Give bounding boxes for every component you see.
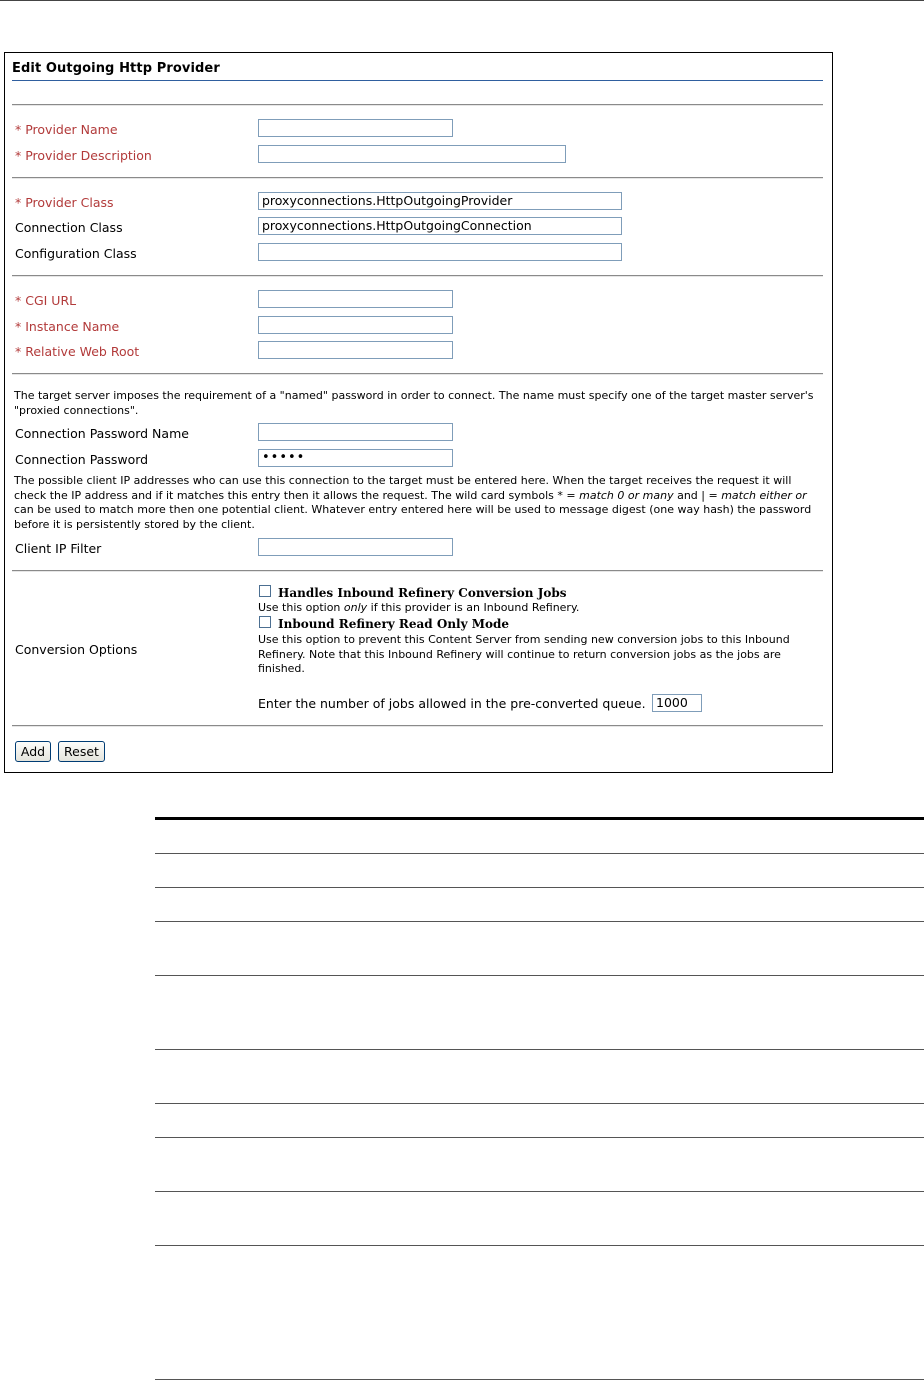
client-ip-filter-label: Client IP Filter: [15, 541, 102, 556]
connection-class-input[interactable]: proxyconnections.HttpOutgoingConnection: [258, 217, 622, 235]
section-divider: [12, 570, 823, 572]
ip-note-text-end: can be used to match more then one potential client. Whatever entry entered here will be used to message digest (one way hash) the password before it is persistently stored by the client.: [14, 503, 812, 531]
instance-name-label: * Instance Name: [15, 319, 120, 334]
handles-inbound-checkbox[interactable]: [259, 585, 271, 597]
client-ip-filter-input[interactable]: [258, 538, 453, 556]
ip-note-and: and: [673, 488, 702, 502]
read-only-mode-checkbox[interactable]: [259, 616, 271, 628]
section-divider: [12, 104, 823, 106]
section-divider: [12, 177, 823, 179]
password-note: The target server imposes the requirement of a "named" password in order to connect. The name must specify one of the target master server's "proxied connections".: [14, 389, 814, 417]
edit-provider-form: [4, 52, 833, 773]
ip-note-wildcard-many: * = match 0 or many: [557, 488, 674, 502]
provider-class-label: * Provider Class: [15, 195, 114, 210]
connection-class-label: Connection Class: [15, 220, 123, 235]
table-row-rule: [155, 975, 924, 976]
section-divider: [12, 275, 823, 277]
handles-inbound-note: [258, 601, 818, 616]
handles-note-pre: Use this option: [258, 601, 344, 614]
title-underline: [12, 80, 823, 81]
reset-button[interactable]: Reset: [58, 741, 105, 762]
table-row-rule: [155, 887, 924, 888]
connection-password-input[interactable]: •••••: [258, 449, 453, 467]
configuration-class-input[interactable]: [258, 243, 622, 261]
table-row-rule: [155, 853, 924, 854]
handles-note-post: if this provider is an Inbound Refinery.: [367, 601, 580, 614]
ip-filter-note: [14, 474, 826, 532]
provider-description-input[interactable]: [258, 145, 566, 163]
table-top-rule: [155, 817, 924, 820]
relative-web-root-input[interactable]: [258, 341, 453, 359]
add-button[interactable]: Add: [15, 741, 51, 762]
read-only-mode-note: Use this option to prevent this Content Server from sending new conversion jobs to this Inbound Refinery. Note that this Inbound Refinery will continue to return conversion jobs as the jobs are finished.: [258, 633, 790, 675]
connection-password-label: Connection Password: [15, 452, 149, 467]
table-row-rule: [155, 1191, 924, 1192]
table-row-rule: [155, 1137, 924, 1138]
provider-class-input[interactable]: proxyconnections.HttpOutgoingProvider: [258, 192, 622, 210]
form-title: Edit Outgoing Http Provider: [12, 61, 220, 76]
provider-name-label: * Provider Name: [15, 122, 118, 137]
instance-name-input[interactable]: [258, 316, 453, 334]
connection-password-name-input[interactable]: [258, 423, 453, 441]
table-row-rule: [155, 1245, 924, 1246]
conversion-options-label: Conversion Options: [15, 642, 138, 657]
read-only-mode-label: Inbound Refinery Read Only Mode: [278, 617, 510, 631]
queue-size-input[interactable]: 1000: [652, 694, 702, 712]
relative-web-root-label: * Relative Web Root: [15, 344, 140, 359]
provider-name-input[interactable]: [258, 119, 453, 137]
cgi-url-label: * CGI URL: [15, 293, 77, 308]
connection-password-name-label: Connection Password Name: [15, 426, 189, 441]
section-divider: [12, 373, 823, 375]
configuration-class-label: Configuration Class: [15, 246, 137, 261]
queue-size-label: Enter the number of jobs allowed in the pre-converted queue.: [258, 696, 646, 711]
ip-note-wildcard-either: | = match either or: [701, 488, 807, 502]
section-divider: [12, 725, 823, 727]
handles-inbound-label: Handles Inbound Refinery Conversion Jobs: [278, 586, 567, 600]
table-row-rule: [155, 1103, 924, 1104]
handles-note-em: only: [343, 601, 368, 614]
cgi-url-input[interactable]: [258, 290, 453, 308]
table-row-rule: [155, 921, 924, 922]
table-row-rule: [155, 1049, 924, 1050]
provider-description-label: * Provider Description: [15, 148, 152, 163]
page-top-rule: [0, 0, 924, 1]
ip-note-text: The possible client IP addresses who can use this connection to the target must be entered here. When the target receives the request it will check the IP address and if it matches this entry then it allows the request. The wild card symbols: [14, 474, 792, 502]
